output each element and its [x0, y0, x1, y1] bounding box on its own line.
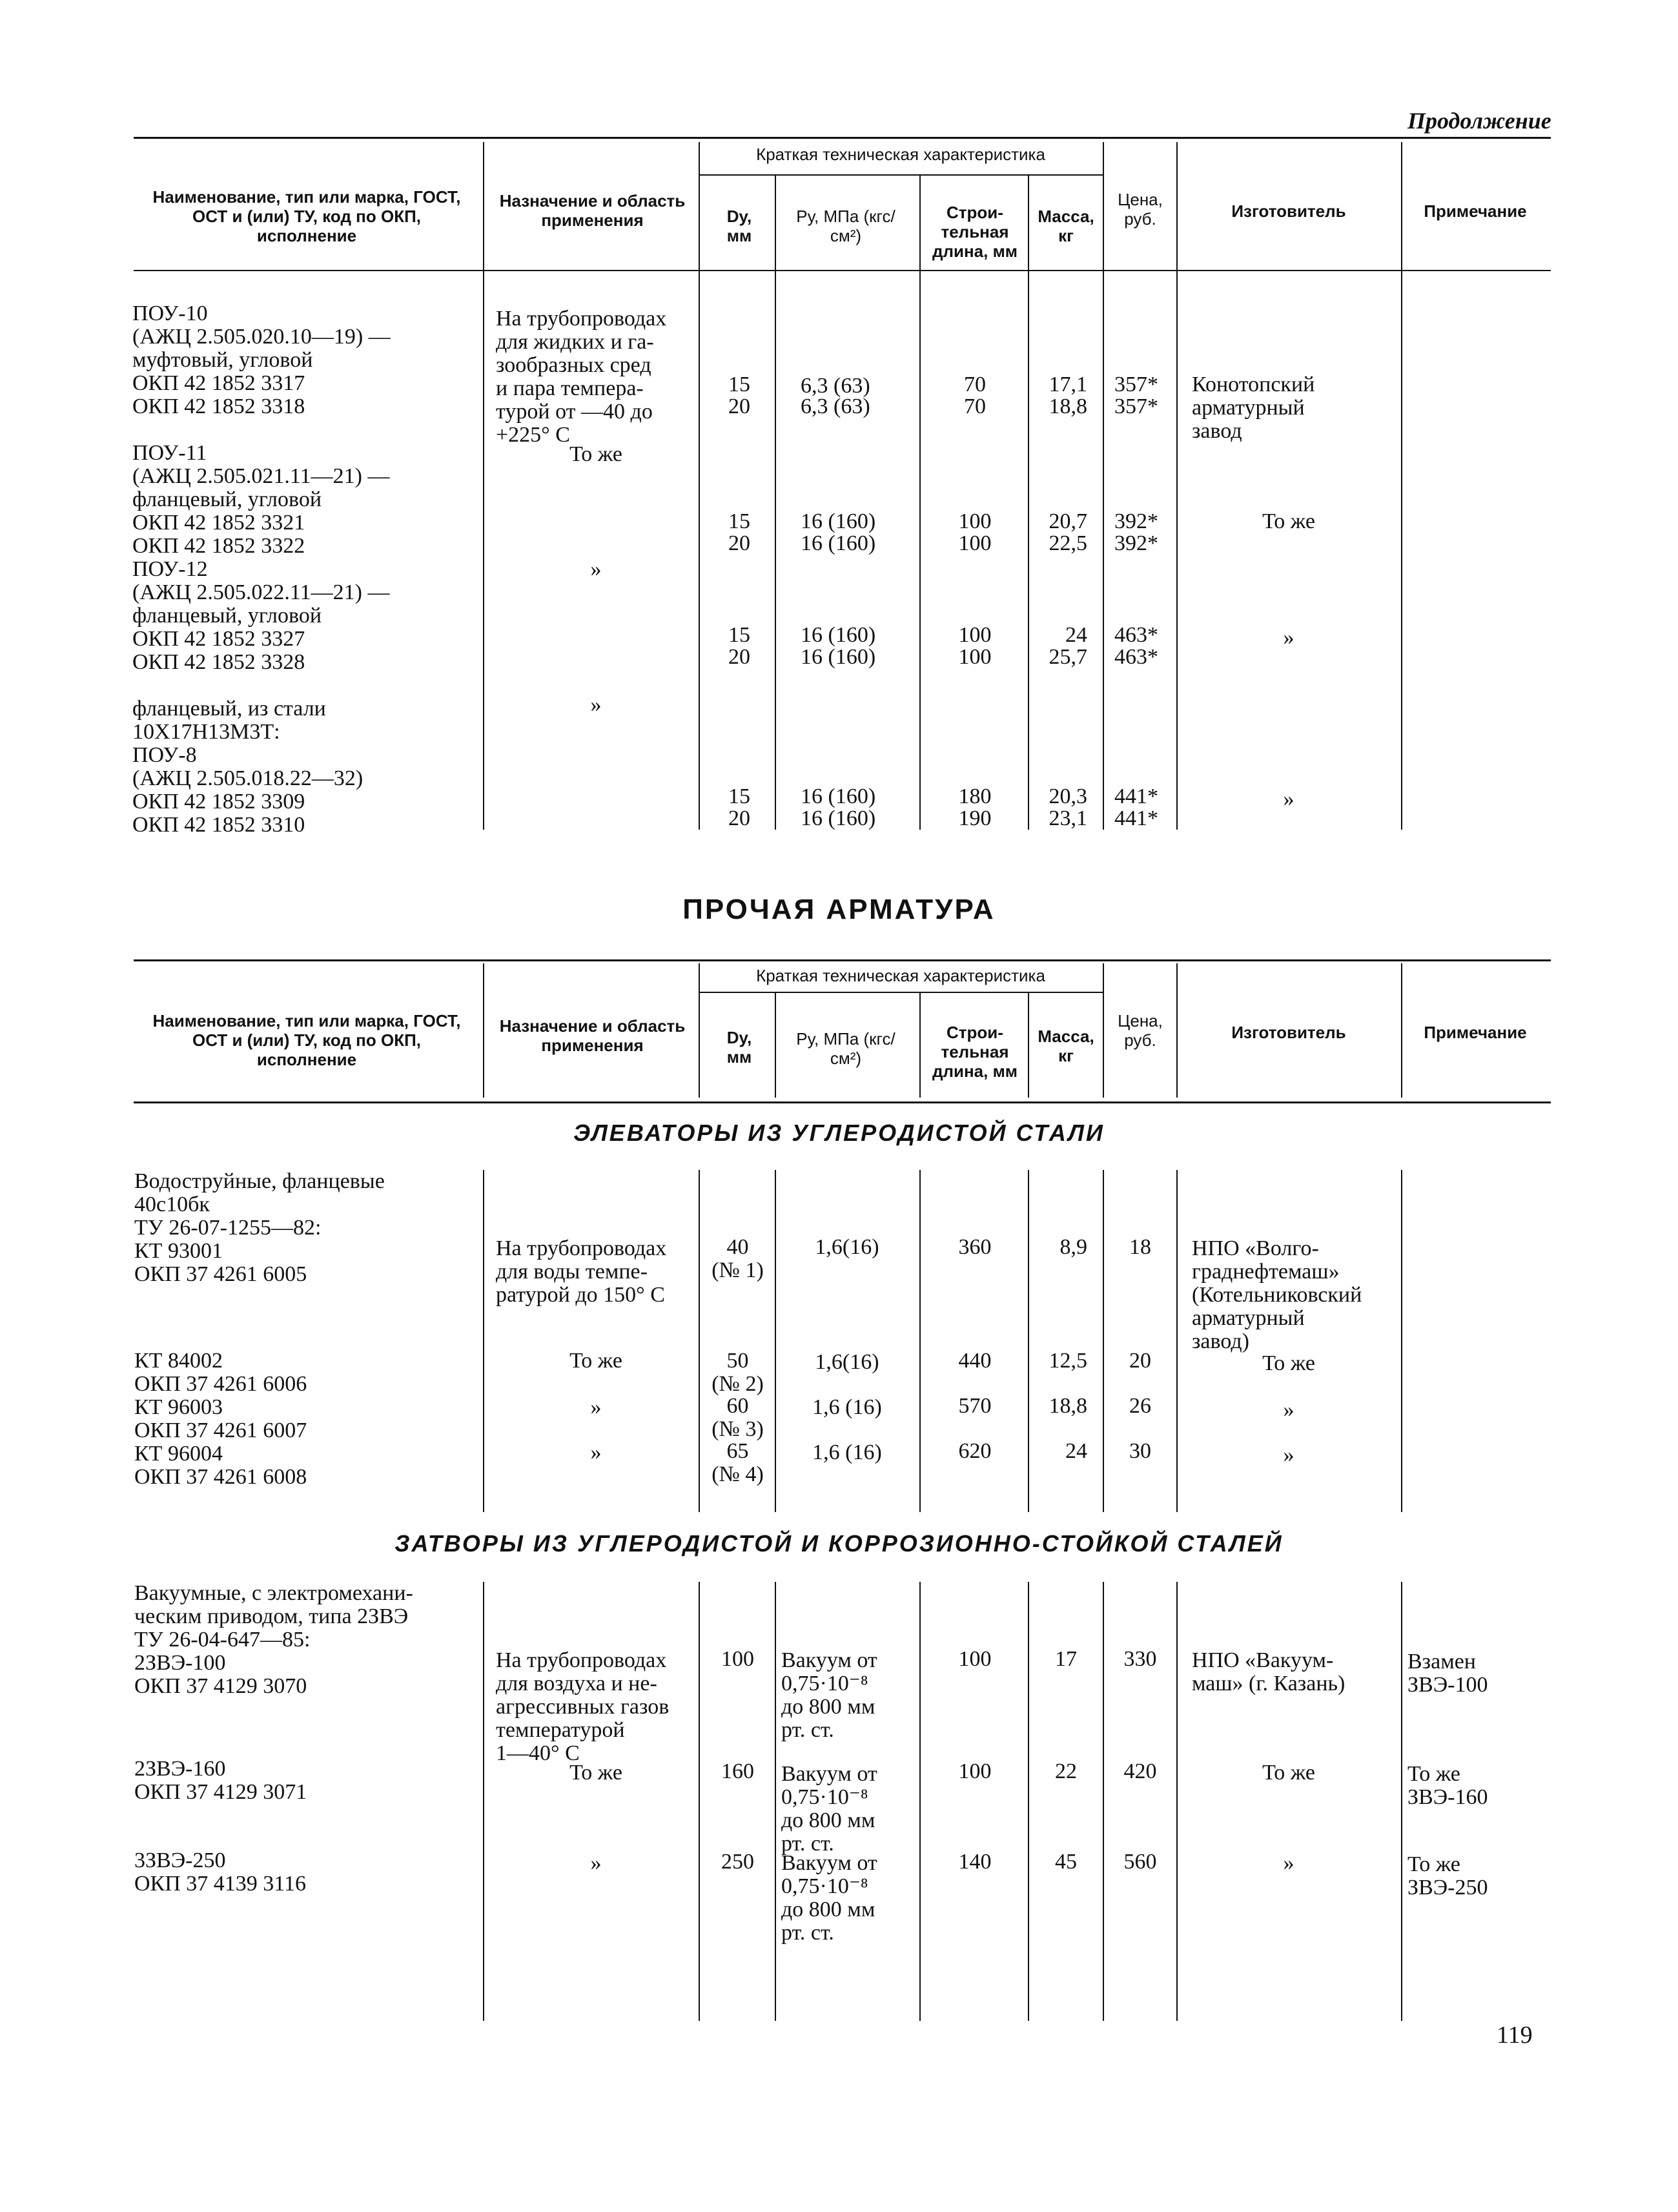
elev-maker: НПО «Волго- граднефтемаш» (Котельниковский арматурный завод): [1192, 1236, 1362, 1353]
t1-py: 16 (160): [801, 645, 876, 669]
table2-top-rule: [134, 959, 1551, 961]
t1-mass: 17,1: [1049, 373, 1087, 396]
gates-price: 420: [1123, 1759, 1157, 1783]
t2-header-mass: Масса, кг: [1038, 1027, 1094, 1065]
gates-note: То же ЗВЭ-160: [1407, 1762, 1488, 1809]
table2-header-rule: [134, 1101, 1551, 1103]
t1-dy: 20: [728, 531, 750, 555]
gates-price: 330: [1123, 1647, 1157, 1671]
t1-mass: 24: [1065, 623, 1087, 647]
t1-price: 357*: [1114, 373, 1158, 396]
t1-length: 100: [958, 645, 992, 669]
t1-length: 100: [958, 509, 992, 533]
elev-price: 26: [1129, 1394, 1151, 1418]
t1-purpose-same: То же: [569, 442, 622, 466]
gates-dy: 160: [721, 1759, 754, 1783]
t1-purpose-quote: »: [590, 557, 602, 581]
t1-price: 441*: [1114, 784, 1158, 808]
gates-name-bot: 3ЗВЭ-250 ОКП 37 4139 3116: [134, 1848, 307, 1896]
t1-col-line: [483, 142, 484, 830]
t4-col-line: [1103, 1582, 1104, 2021]
t2-col-line: [699, 963, 700, 1098]
t1-maker: »: [1283, 626, 1294, 650]
t2-header-length: Строи-тельная длина, мм: [932, 1023, 1018, 1081]
t2-col-line: [1176, 963, 1178, 1098]
elev-price: 30: [1129, 1439, 1151, 1463]
gates-price: 560: [1123, 1850, 1157, 1874]
gates-mass: 17: [1055, 1647, 1077, 1671]
t1-py: 6,3 (63): [801, 374, 870, 398]
t1-price: 441*: [1114, 806, 1158, 830]
t1-header-py: Pу, МПа (кгс/см²): [796, 207, 895, 245]
t1-price: 392*: [1114, 509, 1158, 533]
t2-header-note: Примечание: [1424, 1023, 1527, 1042]
t1-length: 100: [958, 531, 992, 555]
gates-dy: 250: [721, 1850, 754, 1874]
elev-py: 1,6(16): [815, 1350, 879, 1374]
elev-mass: 8,9: [1059, 1235, 1087, 1259]
t1-length: 70: [964, 373, 986, 396]
gates-py: Вакуум от 0,75·10⁻⁸ до 800 мм рт. ст.: [781, 1762, 877, 1856]
elev-price: 20: [1129, 1349, 1151, 1373]
elev-dy: 65 (№ 4): [711, 1439, 764, 1486]
t3-col-line: [483, 1170, 484, 1512]
t1-header-purpose: Назначение и область применения: [499, 191, 686, 230]
elev-purpose: На трубопроводах для воды темпе- ратурой до 150° С: [496, 1236, 667, 1307]
t3-col-line: [1401, 1170, 1402, 1512]
elev-len: 360: [958, 1235, 992, 1259]
gates-mass: 22: [1055, 1759, 1077, 1783]
gates-note: То же ЗВЭ-250: [1407, 1852, 1488, 1900]
t1-price: 463*: [1114, 645, 1158, 669]
t2-col-line: [1401, 963, 1402, 1098]
t1-purpose: На трубопроводах для жидких и га- зообразных сред и пара темпера- турой от —40 до +225° С: [496, 307, 667, 447]
t1-header-price: Цена, руб.: [1118, 190, 1163, 229]
t2-col-line: [919, 992, 921, 1098]
t1-maker: То же: [1262, 509, 1315, 533]
t1-dy: 15: [728, 623, 750, 647]
t1-header-dy: Dу, мм: [726, 207, 752, 245]
t4-col-line: [775, 1582, 776, 2021]
t1-header-mass: Масса, кг: [1038, 207, 1094, 245]
t1-py: 16 (160): [801, 623, 876, 647]
t1-col-line: [1401, 142, 1402, 830]
t3-col-line: [699, 1170, 700, 1512]
t4-col-line: [1401, 1582, 1402, 2021]
t1-py: 6,3 (63): [801, 394, 870, 418]
t1-header-length: Строи-тельная длина, мм: [932, 203, 1018, 261]
t2-header-dy: Dу, мм: [726, 1028, 752, 1067]
t4-col-line: [483, 1582, 484, 2021]
gates-maker: То же: [1262, 1761, 1315, 1785]
elev-price: 18: [1129, 1235, 1151, 1259]
t1-dy: 20: [728, 645, 750, 669]
t1-mass: 20,3: [1049, 784, 1087, 808]
elev-len: 620: [958, 1439, 992, 1463]
elev-dy: 50 (№ 2): [711, 1349, 764, 1396]
t1-col-line: [699, 142, 700, 830]
t1-price: 392*: [1114, 531, 1158, 555]
t3-col-line: [1103, 1170, 1104, 1512]
table2-tech-rule: [699, 992, 1103, 993]
t1-dy: 20: [728, 806, 750, 830]
t1-mass: 18,8: [1049, 394, 1087, 418]
gates-len: 100: [958, 1759, 992, 1783]
gates-purpose: На трубопроводах для воздуха и не- агрессивных газов температурой 1—40° С: [496, 1648, 670, 1765]
t4-col-line: [1176, 1582, 1178, 2021]
gates-maker: НПО «Вакуум- маш» (г. Казань): [1192, 1648, 1345, 1695]
t1-col-line: [1176, 142, 1178, 830]
t3-col-line: [919, 1170, 921, 1512]
t1-price: 463*: [1114, 623, 1158, 647]
gates-len: 100: [958, 1647, 992, 1671]
t1-dy: 15: [728, 784, 750, 808]
elev-mass: 12,5: [1049, 1349, 1087, 1373]
gates-maker: »: [1283, 1851, 1294, 1875]
t1-purpose-quote: »: [590, 693, 602, 717]
t2-header-price: Цена, руб.: [1118, 1011, 1163, 1050]
t1-col-line: [775, 174, 776, 830]
t3-col-line: [1176, 1170, 1178, 1512]
t1-col-line: [1103, 142, 1104, 830]
gates-py: Вакуум от 0,75·10⁻⁸ до 800 мм рт. ст.: [781, 1851, 877, 1945]
t1-mass: 23,1: [1049, 806, 1087, 830]
table1-header-rule: [134, 270, 1551, 271]
t2-header-name: Наименование, тип или марка, ГОСТ, ОСТ и (или) ТУ, код по ОКП, исполнение: [152, 1011, 461, 1069]
subsection-title-elevators: ЭЛЕВАТОРЫ ИЗ УГЛЕРОДИСТОЙ СТАЛИ: [573, 1120, 1105, 1146]
t2-header-py: Pу, МПа (кгс/см²): [796, 1029, 895, 1068]
t2-col-line: [1103, 963, 1104, 1098]
t2-col-line: [775, 992, 776, 1098]
elev-py: 1,6 (16): [812, 1440, 882, 1464]
t1-py: 16 (160): [801, 806, 876, 830]
t1-col-line: [1028, 174, 1029, 830]
t1-length: 180: [958, 784, 992, 808]
elev-dy: 60 (№ 3): [711, 1394, 764, 1441]
elev-name-bottom: КТ 84002 ОКП 37 4261 6006 КТ 96003 ОКП 37 4261 6007 КТ 96004 ОКП 37 4261 6008: [134, 1349, 307, 1489]
t1-dy: 15: [728, 373, 750, 396]
t1-py: 16 (160): [801, 784, 876, 808]
gates-name-top: Вакуумные, с электромехани- ческим приводом, типа 2ЗВЭ ТУ 26-04-647—85: 2ЗВЭ-100 ОКП 37 4129 3070: [134, 1581, 413, 1698]
subsection-title-gates: ЗАТВОРЫ ИЗ УГЛЕРОДИСТОЙ И КОРРОЗИОННО-СТОЙКОЙ СТАЛЕЙ: [394, 1530, 1284, 1557]
t2-col-line: [1028, 992, 1029, 1098]
t1-length: 190: [958, 806, 992, 830]
elev-mass: 18,8: [1049, 1394, 1087, 1418]
elev-maker: »: [1283, 1398, 1294, 1422]
t2-header-purpose: Назначение и область применения: [499, 1016, 686, 1055]
gates-py: Вакуум от 0,75·10⁻⁸ до 800 мм рт. ст.: [781, 1648, 877, 1742]
elev-mass: 24: [1065, 1439, 1087, 1463]
gates-purpose-same: То же: [569, 1761, 622, 1785]
t1-py: 16 (160): [801, 509, 876, 533]
t4-col-line: [919, 1582, 921, 2021]
t1-header-note: Примечание: [1424, 201, 1527, 221]
elev-py: 1,6(16): [815, 1235, 879, 1259]
elev-len: 570: [958, 1394, 992, 1418]
t2-col-line: [483, 963, 484, 1098]
elev-purpose-same: То же: [569, 1349, 622, 1373]
elev-len: 440: [958, 1349, 992, 1373]
t1-col-line: [919, 174, 921, 830]
t2-header-tech: Краткая техническая характеристика: [756, 966, 1045, 985]
table1-tech-rule: [699, 174, 1103, 176]
gates-dy: 100: [721, 1647, 754, 1671]
section-title: ПРОЧАЯ АРМАТУРА: [682, 894, 996, 925]
elev-purpose-quote: »: [590, 1395, 602, 1419]
t1-header-tech: Краткая техническая характеристика: [756, 145, 1045, 164]
elev-purpose-quote: »: [590, 1440, 602, 1464]
elev-name-top: Водоструйные, фланцевые 40с10бк ТУ 26-07-1255—82: КТ 93001 ОКП 37 4261 6005: [134, 1169, 385, 1286]
t2-header-maker: Изготовитель: [1231, 1023, 1346, 1042]
elev-maker: То же: [1262, 1351, 1315, 1375]
t1-names: ПОУ-10 (АЖЦ 2.505.020.10—19) — муфтовый, угловой ОКП 42 1852 3317 ОКП 42 1852 3318 ПОУ-11 (АЖЦ 2.505.021.11—21) — фланцевый, угловой ОКП 42 1852 3321 ОКП 42 1852 3322 ПОУ-12 (АЖЦ 2.505.022.11—21) — фланцевый, угловой ОКП 42 1852 3327 ОКП 42 1852 3328 фланцевый, из стали 10Х17Н13М3Т: ПОУ-8 (АЖЦ 2.505.018.22—32) ОКП 42 1852 3309 ОКП 42 1852 3310: [132, 302, 391, 837]
gates-len: 140: [958, 1850, 992, 1874]
t1-mass: 20,7: [1049, 509, 1087, 533]
gates-note: Взамен ЗВЭ-100: [1407, 1650, 1488, 1697]
t1-header-name: Наименование, тип или марка, ГОСТ, ОСТ и (или) ТУ, код по ОКП, исполнение: [152, 187, 461, 245]
t1-maker: Конотопский арматурный завод: [1192, 373, 1315, 443]
gates-purpose-quote: »: [590, 1851, 602, 1875]
table1-top-rule: [134, 137, 1551, 139]
t1-py: 16 (160): [801, 531, 876, 555]
t4-col-line: [1028, 1582, 1029, 2021]
t4-col-line: [699, 1582, 700, 2021]
t1-price: 357*: [1114, 394, 1158, 418]
t1-mass: 22,5: [1049, 531, 1087, 555]
page-number: 119: [1497, 2022, 1533, 2049]
t1-maker: »: [1283, 787, 1294, 811]
elev-py: 1,6 (16): [812, 1395, 882, 1419]
t1-length: 100: [958, 623, 992, 647]
t1-mass: 25,7: [1049, 645, 1087, 669]
continuation-label: Продолжение: [1407, 108, 1551, 134]
t1-header-maker: Изготовитель: [1231, 201, 1346, 221]
t1-length: 70: [964, 394, 986, 418]
gates-name-mid: 2ЗВЭ-160 ОКП 37 4129 3071: [134, 1757, 307, 1804]
elev-dy: 40 (№ 1): [711, 1235, 764, 1282]
elev-maker: »: [1283, 1443, 1294, 1467]
t1-dy: 20: [728, 394, 750, 418]
t3-col-line: [1028, 1170, 1029, 1512]
t1-dy: 15: [728, 509, 750, 533]
gates-mass: 45: [1055, 1850, 1077, 1874]
